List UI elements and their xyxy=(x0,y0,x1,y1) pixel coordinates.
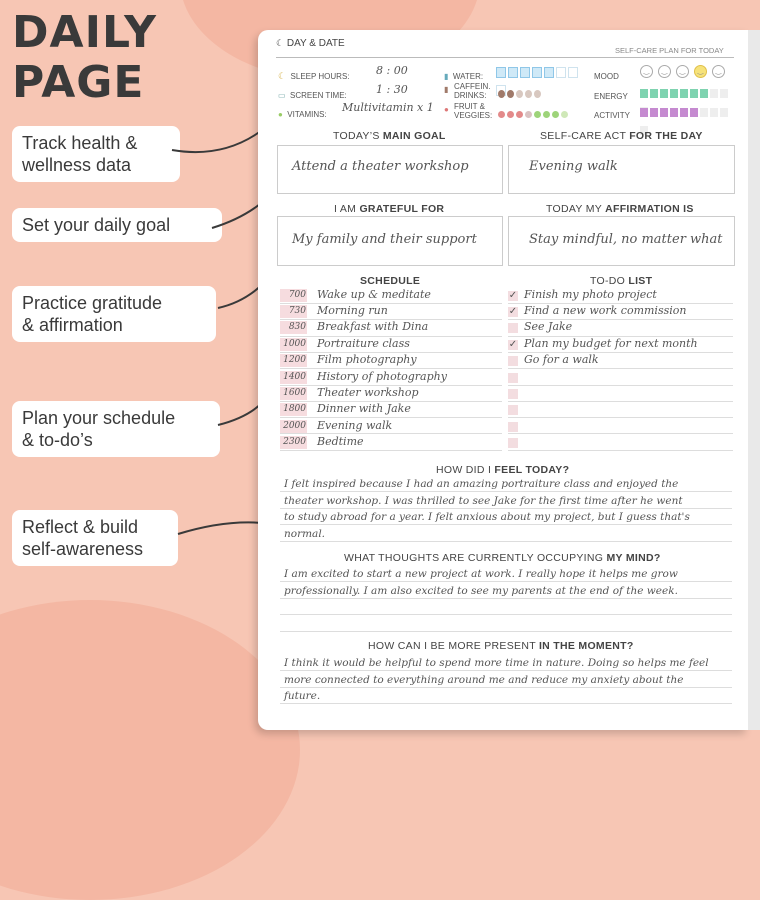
mood-label: MOOD xyxy=(594,72,619,81)
schedule-row[interactable] xyxy=(280,435,505,451)
todo-item[interactable] xyxy=(508,337,733,353)
callout-text: Track health & xyxy=(22,133,138,153)
feel-line: I felt inspired because I had an amazing portraiture class and enjoyed the xyxy=(284,478,679,490)
glass-icon xyxy=(544,67,554,78)
callout-text: self-awareness xyxy=(22,539,144,559)
ruled-line xyxy=(280,524,732,525)
monitor-icon: ▭ xyxy=(278,91,286,100)
happy-face-icon: ‿ xyxy=(694,65,707,78)
ruled-line xyxy=(508,368,733,369)
sleep-label: SLEEP HOURS: xyxy=(290,72,350,81)
activity-row xyxy=(594,105,739,123)
fruit-icon xyxy=(525,111,532,118)
fruit-icon xyxy=(543,111,550,118)
ruled-line xyxy=(280,614,732,615)
glass-icon xyxy=(520,67,530,78)
feel-line: normal. xyxy=(284,527,326,540)
schedule-time: 1400 xyxy=(280,371,307,384)
grateful-field[interactable] xyxy=(277,216,503,266)
heading-text-bold: FOR THE DAY xyxy=(629,130,703,142)
todo-text: Finish my photo project xyxy=(524,288,657,301)
thoughts-line: I am excited to start a new project at work. I really hope it helps me grow xyxy=(284,568,678,580)
sleep-value: 8 : 00 xyxy=(376,64,408,77)
fruit-label-line: FRUIT & xyxy=(454,102,485,111)
level-bar xyxy=(690,89,698,98)
schedule-time: 730 xyxy=(280,305,307,318)
level-bar xyxy=(650,108,658,117)
level-bar xyxy=(700,89,708,98)
schedule-time: 1600 xyxy=(280,387,307,400)
level-bar xyxy=(670,89,678,98)
todo-checkbox[interactable] xyxy=(508,422,518,432)
schedule-time: 1800 xyxy=(280,403,307,416)
heading-text: TO-DO xyxy=(590,275,629,287)
ruled-line xyxy=(280,670,732,671)
level-bar xyxy=(680,89,688,98)
self-care-plan-label: SELF-CARE PLAN FOR TODAY xyxy=(615,46,724,55)
level-bar xyxy=(710,108,718,117)
grateful-heading xyxy=(334,203,444,215)
main-goal-value: Attend a theater workshop xyxy=(292,159,469,174)
moon-icon: ☾ xyxy=(278,71,287,81)
neutral-face-icon: ‿ xyxy=(676,65,689,78)
callout-text: wellness data xyxy=(22,155,132,175)
arrow-icon xyxy=(172,122,272,152)
fruit-dots xyxy=(498,106,570,124)
ruled-line xyxy=(508,385,733,386)
ruled-line xyxy=(508,319,733,320)
ruled-line xyxy=(280,319,502,320)
todo-item[interactable] xyxy=(508,386,733,402)
ruled-line xyxy=(280,491,732,492)
schedule-text: Evening walk xyxy=(317,419,393,432)
ruled-line xyxy=(508,303,733,304)
schedule-text: Breakfast with Dina xyxy=(317,320,429,333)
energy-row xyxy=(594,86,739,104)
ruled-line xyxy=(508,450,733,451)
todo-item[interactable] xyxy=(508,304,733,320)
thoughts-text[interactable] xyxy=(284,566,724,599)
todo-checkbox[interactable] xyxy=(508,356,518,366)
schedule-text: Film photography xyxy=(317,353,417,366)
vitamins-row xyxy=(278,101,438,122)
cup-icon: ▮ xyxy=(444,85,449,94)
schedule-text: History of photography xyxy=(317,370,447,383)
ruled-line xyxy=(280,631,732,632)
affirmation-heading xyxy=(546,203,694,215)
todo-text: See Jake xyxy=(524,320,573,333)
ruled-line xyxy=(280,508,732,509)
todo-checkbox[interactable] xyxy=(508,323,518,333)
planner-spine xyxy=(748,30,760,730)
ruled-line xyxy=(280,401,502,402)
heading-text: TODAY MY xyxy=(546,203,606,215)
todo-text: Go for a walk xyxy=(524,353,599,366)
schedule-row[interactable] xyxy=(280,402,505,418)
level-bar xyxy=(640,108,648,117)
callout-text: & to-do’s xyxy=(22,430,93,450)
fruit-icon xyxy=(534,111,541,118)
schedule-row[interactable] xyxy=(280,304,505,320)
very-happy-face-icon: ‿ xyxy=(712,65,725,78)
glass-icon xyxy=(532,67,542,78)
heading-text: TODAY’S xyxy=(333,130,383,142)
pill-icon: ● xyxy=(278,110,283,119)
callout-text: & affirmation xyxy=(22,315,123,335)
todo-checkbox[interactable]: ✓ xyxy=(508,306,518,317)
vitamins-label: VITAMINS: xyxy=(287,110,327,119)
title-line-2: PAGE xyxy=(12,57,145,108)
ruled-line xyxy=(508,401,733,402)
heading-text-bold: MAIN GOAL xyxy=(382,130,446,142)
heading-text-bold: MY MIND? xyxy=(606,552,661,564)
feel-line: to study abroad for a year. I felt anxious about my project, but I guess that's xyxy=(284,511,690,523)
level-bar xyxy=(720,89,728,98)
schedule-time: 1200 xyxy=(280,354,307,367)
header-row xyxy=(276,38,345,49)
vitamins-value: Multivitamin x 1 xyxy=(342,101,434,114)
heading-text-bold: GRATEFUL FOR xyxy=(359,203,445,215)
fruit-label xyxy=(454,102,492,120)
todo-heading xyxy=(590,275,652,287)
level-bar xyxy=(710,89,718,98)
ruled-line xyxy=(508,336,733,337)
schedule-time: 1000 xyxy=(280,338,307,351)
grateful-value: My family and their support xyxy=(292,232,477,247)
callout-text: Practice gratitude xyxy=(22,293,163,313)
heading-text: HOW CAN I BE MORE PRESENT xyxy=(368,640,539,652)
todo-item[interactable] xyxy=(508,288,733,304)
fruit-label-line: VEGGIES: xyxy=(454,111,493,120)
level-bar xyxy=(670,108,678,117)
ruled-line xyxy=(280,598,732,599)
self-care-value: Evening walk xyxy=(529,159,618,174)
fruit-icon xyxy=(552,111,559,118)
schedule-row[interactable] xyxy=(280,337,505,353)
schedule-text: Portraiture class xyxy=(317,337,410,350)
schedule-text: Morning run xyxy=(317,304,388,317)
present-line: future. xyxy=(284,690,321,702)
todo-checkbox[interactable] xyxy=(508,405,518,415)
ruled-line xyxy=(508,417,733,418)
unhappy-face-icon: ‿ xyxy=(658,65,671,78)
bean-icon xyxy=(516,90,523,98)
fruit-icon xyxy=(498,111,505,118)
glass-icon xyxy=(508,67,518,78)
ruled-line xyxy=(280,336,502,337)
caffeine-beans xyxy=(498,85,543,103)
fruit-icon xyxy=(516,111,523,118)
schedule-time: 830 xyxy=(280,321,307,334)
feel-line: theater workshop. I was thrilled to see Jake for the first time after he went xyxy=(284,494,683,507)
ruled-line xyxy=(508,352,733,353)
affirmation-value: Stay mindful, no matter what xyxy=(529,232,723,247)
ruled-line xyxy=(280,433,502,434)
fruit-icon xyxy=(561,111,568,118)
ruled-line xyxy=(280,385,502,386)
fruit-icon xyxy=(507,111,514,118)
schedule-text: Theater workshop xyxy=(317,386,419,399)
energy-label: ENERGY xyxy=(594,92,628,101)
feel-heading xyxy=(436,464,569,476)
mood-faces xyxy=(640,63,730,81)
glass-icon xyxy=(556,67,566,78)
ruled-line xyxy=(280,368,502,369)
schedule-row[interactable] xyxy=(280,320,505,336)
todo-item[interactable] xyxy=(508,402,733,418)
present-heading xyxy=(368,640,634,652)
schedule-time: 700 xyxy=(280,289,307,302)
bean-icon xyxy=(534,90,541,98)
todo-item[interactable] xyxy=(508,435,733,451)
ruled-line xyxy=(280,541,732,542)
ruled-line xyxy=(280,703,732,704)
present-text[interactable] xyxy=(284,655,724,705)
present-line: I think it would be helpful to spend more time in nature. Doing so helps me feel xyxy=(284,657,709,669)
ruled-line xyxy=(280,303,502,304)
divider xyxy=(276,57,734,58)
sleep-row xyxy=(278,66,438,84)
bean-icon xyxy=(498,90,505,98)
todo-checkbox[interactable]: ✓ xyxy=(508,339,518,350)
ruled-line xyxy=(280,352,502,353)
todo-checkbox[interactable]: ✓ xyxy=(508,290,518,301)
sad-face-icon: ‿ xyxy=(640,65,653,78)
level-bar xyxy=(660,89,668,98)
todo-checkbox[interactable] xyxy=(508,389,518,399)
title-line-1: DAILY xyxy=(12,7,157,58)
schedule-text: Dinner with Jake xyxy=(317,402,411,415)
schedule-row[interactable] xyxy=(280,353,505,369)
callout-text: Plan your schedule xyxy=(22,408,176,428)
ruled-line xyxy=(280,581,732,582)
todo-item[interactable] xyxy=(508,320,733,336)
level-bar xyxy=(680,108,688,117)
glass-icon xyxy=(496,67,506,78)
screen-value: 1 : 30 xyxy=(376,83,408,96)
level-bar xyxy=(690,108,698,117)
thoughts-line: professionally. I am also excited to see my parents at the end of the week. xyxy=(284,584,678,597)
heading-text: SELF-CARE ACT xyxy=(540,130,630,142)
water-label: WATER: xyxy=(452,72,484,81)
todo-text: Find a new work commission xyxy=(524,304,687,317)
moon-icon: ☾ xyxy=(276,38,285,48)
heading-text: I AM xyxy=(334,203,360,215)
self-care-field[interactable] xyxy=(508,145,735,194)
callout-text: Set your daily goal xyxy=(22,215,171,235)
ruled-line xyxy=(508,433,733,434)
schedule-row[interactable] xyxy=(280,288,505,304)
feel-text[interactable] xyxy=(284,476,724,542)
level-bar xyxy=(700,108,708,117)
level-bar xyxy=(640,89,648,98)
todo-checkbox[interactable] xyxy=(508,438,518,448)
caffeine-label xyxy=(454,82,490,100)
schedule-text: Wake up & meditate xyxy=(317,288,431,301)
schedule-row[interactable] xyxy=(280,386,505,402)
heading-text-bold: FEEL TODAY? xyxy=(494,464,570,476)
schedule-heading xyxy=(360,275,420,287)
todo-text: Plan my budget for next month xyxy=(524,337,698,350)
level-bar xyxy=(660,108,668,117)
heading-text-bold: IN THE MOMENT? xyxy=(538,640,634,652)
affirmation-field[interactable] xyxy=(508,216,735,266)
screen-label: SCREEN TIME: xyxy=(290,91,347,100)
self-care-heading xyxy=(540,130,703,142)
caffeine-label-line: DRINKS: xyxy=(454,91,487,100)
heading-text: WHAT THOUGHTS ARE CURRENTLY OCCUPYING xyxy=(344,552,607,564)
main-goal-field[interactable] xyxy=(277,145,503,194)
heading-text-bold: LIST xyxy=(628,275,653,287)
schedule-time: 2000 xyxy=(280,420,307,433)
heading-text: HOW DID I xyxy=(436,464,495,476)
todo-checkbox[interactable] xyxy=(508,373,518,383)
present-line: more connected to everything around me and reduce my anxiety about the xyxy=(284,673,684,686)
water-icon: ▮ xyxy=(444,72,449,81)
heading-text-bold: SCHEDULE xyxy=(360,275,421,287)
ruled-line xyxy=(280,450,502,451)
ruled-line xyxy=(280,417,502,418)
mood-row xyxy=(594,66,739,84)
level-bar xyxy=(720,108,728,117)
activity-label: ACTIVITY xyxy=(594,111,631,120)
bean-icon xyxy=(507,90,514,98)
callout-text: Reflect & build xyxy=(22,517,139,537)
ruled-line xyxy=(280,687,732,688)
thoughts-heading xyxy=(344,552,661,564)
todo-item[interactable] xyxy=(508,353,733,369)
schedule-text: Bedtime xyxy=(317,435,364,448)
level-bar xyxy=(650,89,658,98)
day-date-label: DAY & DATE xyxy=(286,38,345,49)
glass-icon xyxy=(568,67,578,78)
bean-icon xyxy=(525,90,532,98)
main-goal-heading xyxy=(333,130,446,142)
caffeine-label-line: CAFFEIN. xyxy=(454,82,491,91)
apple-icon: ● xyxy=(444,105,449,114)
schedule-time: 2300 xyxy=(280,436,307,449)
heading-text-bold: AFFIRMATION IS xyxy=(605,203,694,215)
